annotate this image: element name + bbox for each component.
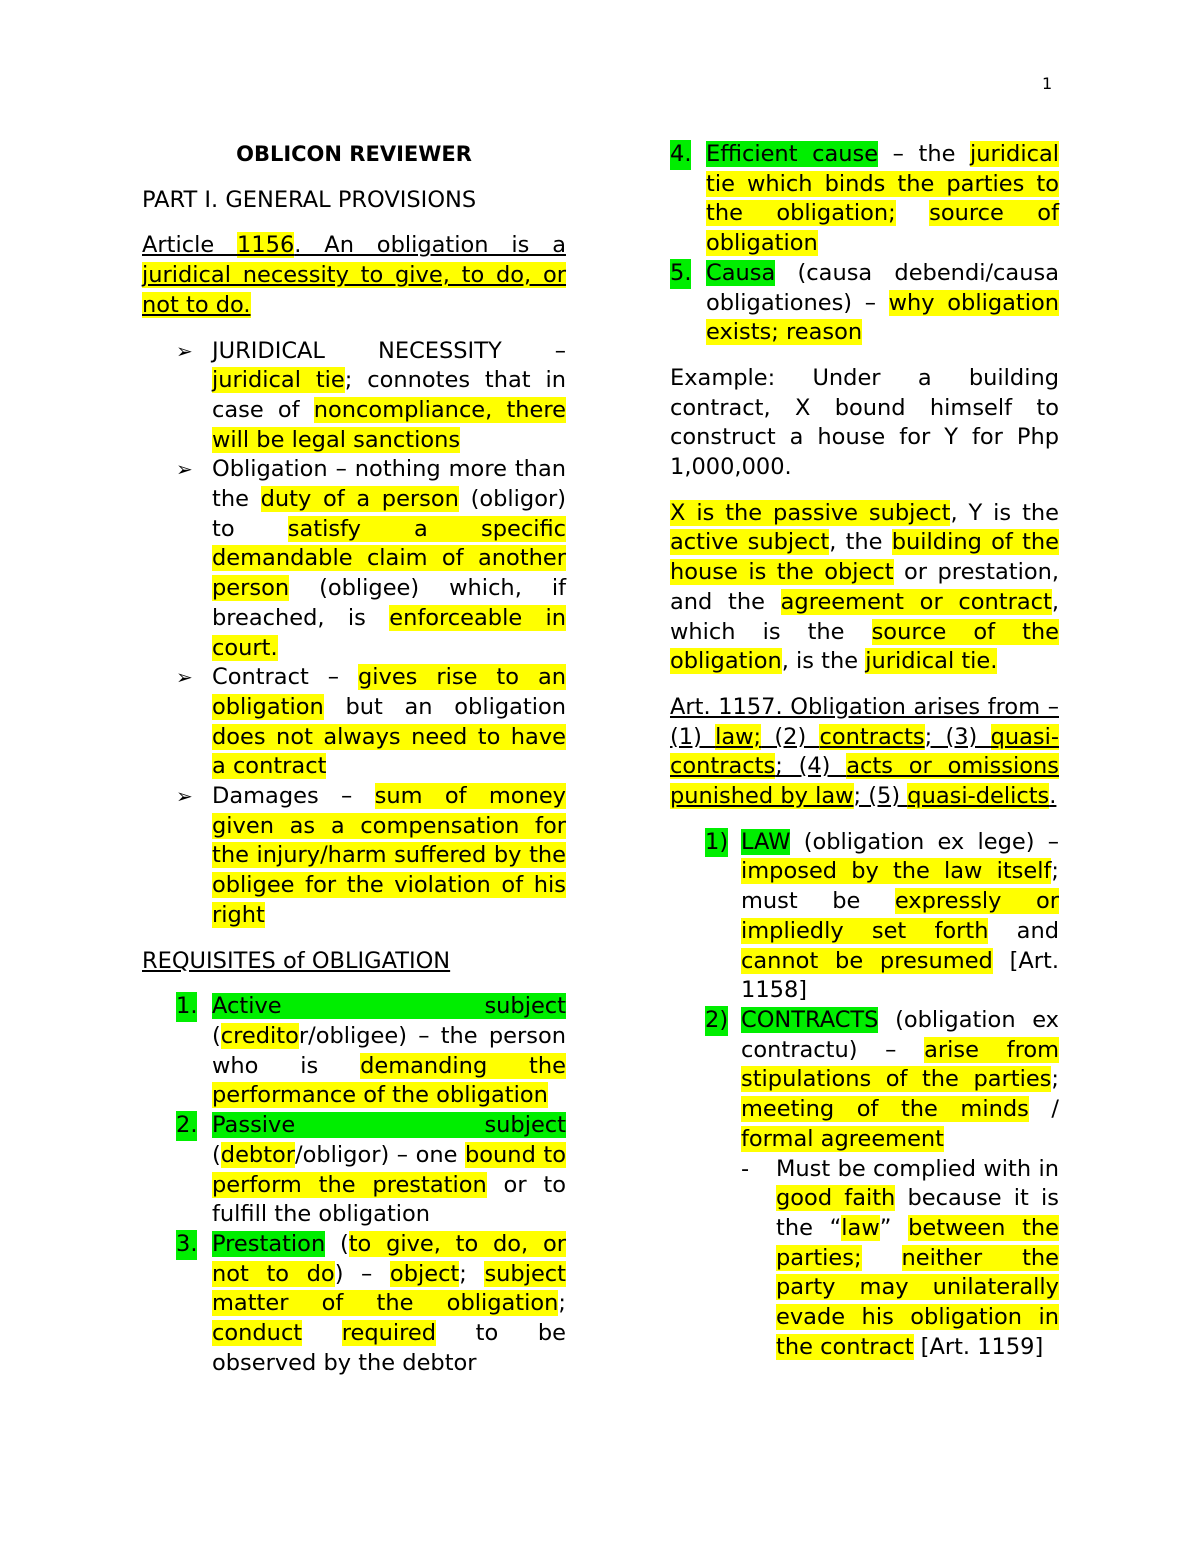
definitions-list	[142, 337, 566, 931]
text-span: , which is the	[670, 588, 1059, 645]
text-span: ”	[879, 1214, 909, 1241]
text-span: ; must be	[741, 858, 1059, 915]
yellow-highlight: required	[341, 1320, 437, 1347]
text-span: (	[212, 1022, 221, 1049]
text-span: , is the	[781, 648, 866, 675]
text-span: ; (3)	[924, 723, 991, 750]
text-span: ;	[558, 1290, 566, 1317]
document-title: OBLICON REVIEWER	[236, 142, 472, 166]
text-span: (2)	[761, 723, 820, 750]
requisites-list-left	[142, 992, 566, 1378]
text-span: Damages –	[212, 783, 375, 810]
requisite-item	[670, 140, 1059, 259]
yellow-highlight: formal agreement	[741, 1125, 945, 1152]
yellow-highlight: quasi-delicts	[907, 783, 1050, 810]
yellow-highlight: source of obligation	[706, 200, 1059, 257]
requisite-number: 2.	[176, 1111, 197, 1141]
text-span: (obligation ex contractu) –	[741, 1006, 1059, 1063]
green-highlight: Efficient cause	[706, 141, 879, 167]
requisite-number: 5.	[670, 259, 691, 289]
yellow-highlight: sum of money given as a compensation for the injury/harm suffered by the obligee for the violation of his right	[212, 783, 566, 928]
yellow-highlight: good faith	[776, 1185, 896, 1212]
source-number: 2)	[705, 1006, 728, 1036]
requisite-item	[670, 259, 1059, 348]
yellow-highlight: between the parties;	[776, 1214, 1060, 1271]
definition-item	[142, 337, 566, 456]
yellow-highlight: expressly or impliedly set forth	[741, 888, 1060, 944]
yellow-highlight: duty of a person	[260, 486, 459, 513]
yellow-highlight: X is the passive subject	[670, 499, 951, 526]
yellow-highlight: satisfy a specific demandable claim of another person	[212, 515, 566, 602]
green-highlight: Causa	[706, 259, 776, 286]
item-head-line	[212, 992, 566, 1022]
requisite-number: 3.	[176, 1230, 197, 1260]
text-span: ; connotes that in case of	[212, 367, 566, 423]
arrow-bullet-icon: ➢	[176, 457, 193, 482]
text-span: or to fulfill the obligation	[212, 1171, 566, 1228]
yellow-highlight: gives rise to an obligation	[212, 664, 567, 720]
text-span	[302, 1320, 342, 1346]
text-span	[896, 200, 929, 226]
yellow-highlight: quasi-contracts	[670, 723, 1059, 780]
text-span: (causa debendi/causa obligationes) –	[706, 259, 1059, 316]
text-span: – the	[878, 141, 971, 167]
yellow-highlight: arise from stipulations of the parties	[741, 1036, 1060, 1093]
arrow-bullet-icon: ➢	[176, 665, 193, 690]
green-highlight: Passive subject	[212, 1112, 566, 1139]
text-span: and	[988, 917, 1060, 944]
text-span: Contract –	[212, 664, 358, 691]
text-span: to be observed by the debtor	[212, 1320, 566, 1376]
sources-list	[670, 828, 1059, 1363]
yellow-highlight: conduct	[212, 1320, 303, 1347]
source-item	[670, 828, 1059, 1006]
yellow-highlight: acts or omissions punished by law	[670, 753, 1059, 810]
yellow-highlight: why obligation exists; reason	[706, 289, 1059, 346]
yellow-highlight: debtor	[220, 1141, 296, 1168]
source-item	[670, 1006, 1059, 1362]
requisite-item	[142, 1230, 566, 1379]
yellow-highlight: subject matter of the obligation	[212, 1260, 567, 1317]
left-column	[142, 140, 566, 1378]
text-span: (obligee) which, if breached, is	[212, 575, 566, 631]
yellow-highlight: source of the obligation	[670, 618, 1059, 675]
text-span: JURIDICAL NECESSITY –	[212, 337, 566, 364]
green-highlight: LAW	[741, 828, 791, 855]
definition-item	[142, 663, 566, 782]
yellow-highlight: noncompliance, there will be legal sanctions	[212, 396, 567, 453]
example-paragraph: Example: Under a building contract, X bound himself to construct a house for Y for Php 1,000,000.	[670, 364, 1059, 481]
text-span: Must be complied with in	[776, 1155, 1059, 1182]
green-highlight: Active subject	[212, 993, 566, 1020]
requisite-item	[142, 1111, 566, 1230]
dash-bullet-icon: -	[741, 1155, 750, 1182]
article-1157	[670, 693, 1059, 812]
green-highlight: Prestation	[212, 1230, 326, 1257]
text-span: ;	[1051, 1066, 1059, 1093]
text-span: [Art. 1159]	[913, 1333, 1044, 1360]
yellow-highlight: neither the party may unilaterally evade his obligation in the contract	[776, 1244, 1059, 1360]
arrow-bullet-icon: ➢	[176, 338, 193, 363]
text-span: (	[212, 1141, 221, 1168]
text-span: Art. 1157. Obligation arises from – (1)	[670, 693, 1059, 750]
yellow-highlight: law	[841, 1214, 880, 1241]
article-1157-underline	[670, 694, 1059, 809]
arrow-bullet-icon: ➢	[176, 784, 193, 809]
right-column	[670, 140, 1059, 1362]
text-span: /	[1028, 1096, 1059, 1123]
yellow-highlight: active subject	[670, 529, 830, 556]
example-explained	[670, 499, 1059, 677]
requisite-number: 1.	[176, 992, 197, 1022]
yellow-highlight: does not always need to have a contract	[212, 723, 566, 780]
source-number: 1)	[705, 828, 728, 858]
yellow-highlight: law;	[715, 723, 762, 750]
article-1156: Article 1156. An obligation is a juridical necessity to give, to do, or not to do.	[142, 232, 566, 318]
yellow-highlight: object	[389, 1260, 460, 1287]
requisite-item	[142, 992, 566, 1111]
requisites-list-right	[670, 140, 1059, 348]
yellow-highlight: imposed by the law itself	[741, 858, 1052, 885]
text-span	[862, 1245, 902, 1271]
text-span: (obligor) to	[212, 486, 567, 542]
contract-note-item	[741, 1155, 1059, 1363]
yellow-highlight: agreement or contract	[780, 588, 1052, 615]
text-span: (obligation ex lege) –	[790, 828, 1059, 855]
item-head-line	[212, 1111, 566, 1141]
yellow-highlight: juridical tie which binds the parties to the obligation;	[706, 141, 1059, 227]
text-span: (	[325, 1230, 349, 1257]
yellow-highlight: to give, to do, or not to do	[212, 1230, 566, 1287]
text-span: or prestation, and the	[670, 559, 1059, 615]
yellow-highlight: building of the house is the object	[670, 529, 1059, 586]
requisites-heading: REQUISITES of OBLIGATION	[142, 947, 451, 974]
text-span: ;	[459, 1260, 485, 1287]
text-span: but an obligation	[323, 693, 566, 720]
definition-item	[142, 455, 566, 663]
text-span: /obligor) – one	[295, 1141, 465, 1168]
text-span: ; (5)	[853, 783, 908, 810]
text-span: r/obligee) – the person who is	[212, 1022, 566, 1079]
yellow-highlight: juridical tie.	[865, 648, 998, 675]
text-span: .	[1049, 783, 1057, 810]
text-span: , the	[829, 529, 892, 556]
yellow-highlight: juridical tie	[212, 367, 345, 394]
yellow-highlight: bound to perform the prestation	[212, 1141, 566, 1198]
yellow-highlight: demanding the performance of the obligation	[212, 1052, 566, 1109]
text-span: because it is the “	[776, 1185, 1059, 1241]
text-span: [Art. 1158]	[741, 947, 1060, 1004]
text-span: ) –	[334, 1260, 390, 1287]
page-number: 1	[1042, 74, 1053, 93]
contract-notes-list	[741, 1155, 1059, 1363]
text-span: ; (4)	[775, 753, 847, 780]
definition-item	[142, 782, 566, 931]
green-highlight: CONTRACTS	[741, 1006, 879, 1033]
text-span: Obligation – nothing more than the	[212, 456, 566, 513]
part-heading: PART I. GENERAL PROVISIONS	[142, 186, 477, 213]
yellow-highlight: credito	[220, 1022, 299, 1049]
text-span: , Y is the	[950, 499, 1059, 526]
yellow-highlight: meeting of the minds	[741, 1096, 1029, 1123]
yellow-highlight: cannot be presumed	[741, 947, 993, 974]
yellow-highlight: enforceable in court.	[212, 604, 567, 661]
requisite-number: 4.	[670, 140, 691, 170]
yellow-highlight: contracts	[819, 723, 925, 750]
